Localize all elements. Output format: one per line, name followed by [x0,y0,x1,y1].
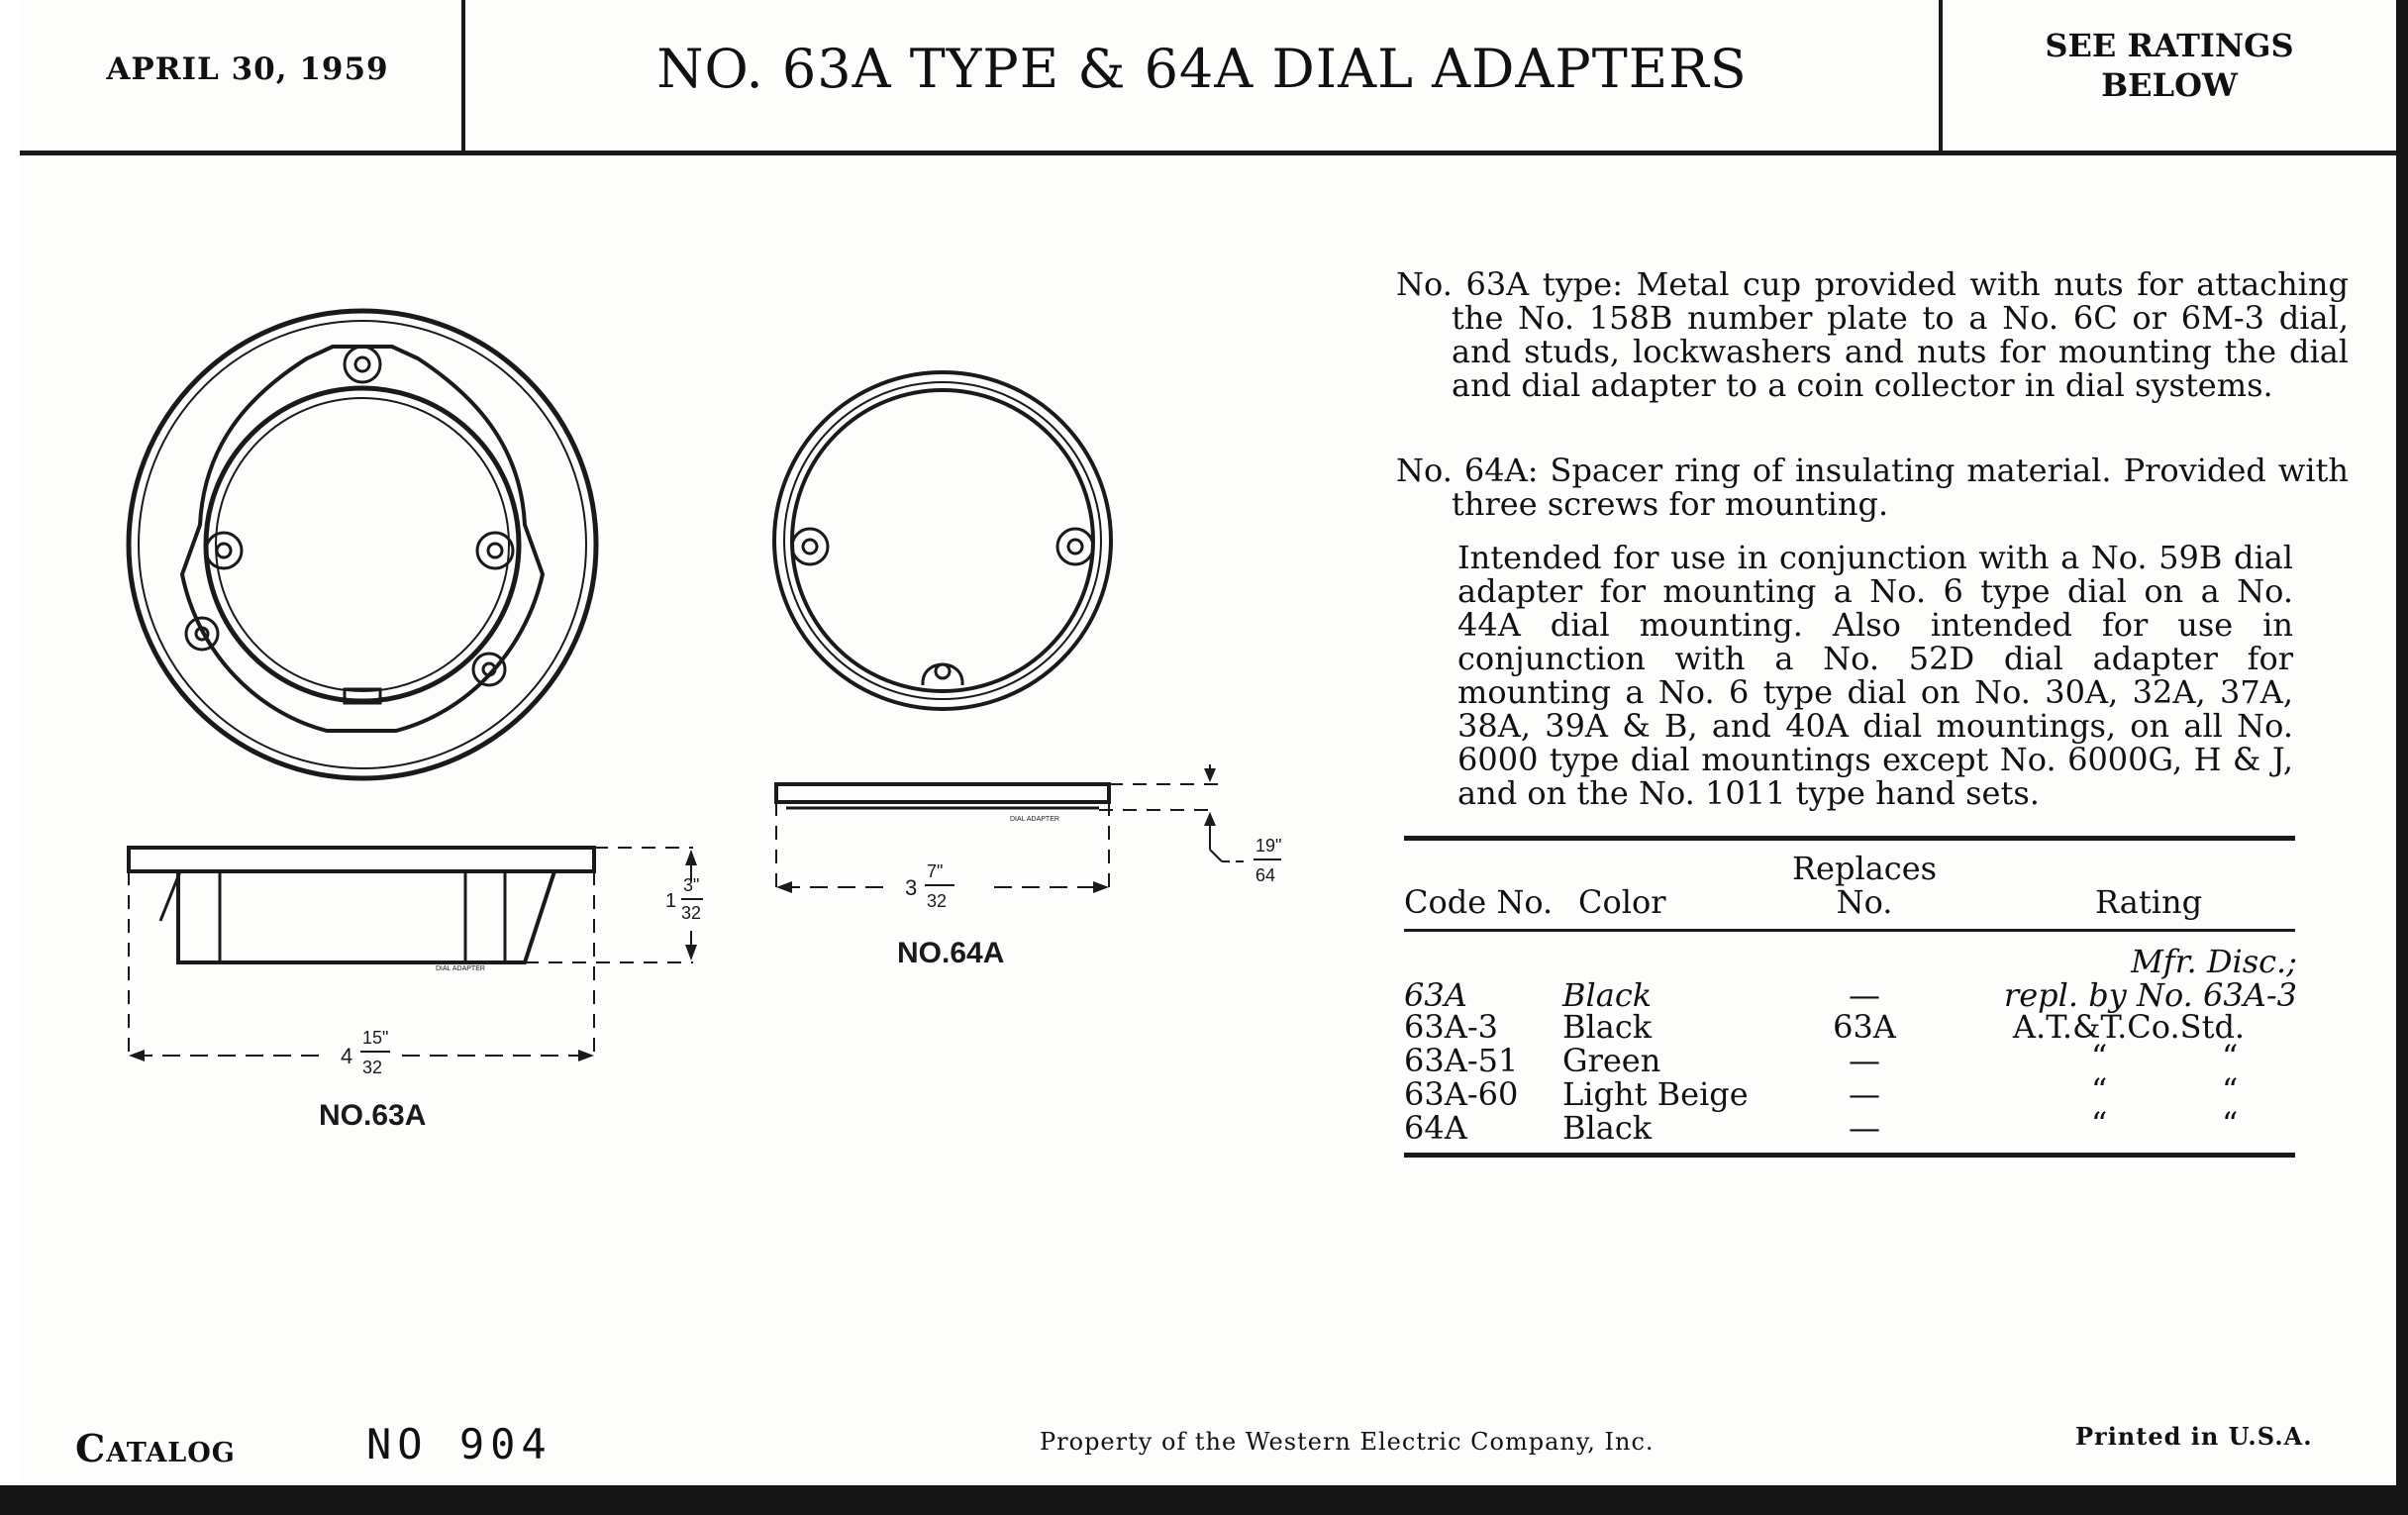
footer-catalog-number: NO 904 [366,1420,552,1468]
table-cell-color: Black [1562,1109,1653,1147]
dim-63a-width-den: 32 [362,1058,383,1077]
description-63a: No. 63A type: Metal cup provided with nuts for attaching the No. 158B number plate to a No. 6C or 6M-3 dial, and studs, lockwashers and nuts for mounting the dial and dial adapter to a coin collector in dial systems. [1396,265,2349,404]
adapter-64a-side-view [776,764,1250,891]
table-header-code: Code No. [1404,883,1554,921]
description-64a: No. 64A: Spacer ring of insulating material. Provided with three screws for mounting. [1396,452,2349,523]
table-cell-color: Black [1562,976,1653,1014]
table-header-replaces: Replaces [1791,850,1938,887]
table-cell-code: 63A-3 [1404,1008,1498,1046]
table-cell-code: 63A [1404,976,1467,1014]
table-cell-ditto: “ [2091,1071,2108,1109]
table-header-replaces-no: No. [1836,883,1893,921]
table-cell-replaces: — [1849,1109,1880,1147]
table-header-color: Color [1578,883,1666,921]
table-cell-ditto: “ [2091,1038,2108,1075]
label-63a: NO.63A [319,1099,427,1132]
table-cell-replaces: — [1849,1075,1880,1113]
dim-64a-width-num: 7" [927,861,944,881]
table-cell-ditto: “ [2222,1071,2239,1109]
dim-63a-height-whole: 1 [665,890,677,912]
part-mark-64a: DIAL ADAPTER [1010,816,1059,823]
table-cell-ditto: “ [2222,1105,2239,1143]
footer-property-note: Property of the Western Electric Company, Inc. [1040,1428,1655,1456]
table-cell-code: 63A-51 [1404,1042,1519,1079]
table-cell-replaces: — [1849,976,1880,1014]
adapter-63a-side-view [129,848,693,1060]
table-header-rating: Rating [2094,883,2203,921]
table-cell-rating: A.T.&T.Co.Std. [2012,1008,2246,1046]
adapter-64a-top-view [774,372,1111,709]
table-cell-color: Light Beige [1562,1075,1749,1113]
table-cell-ditto: “ [2222,1038,2239,1075]
table-cell-code: 64A [1404,1109,1467,1147]
footer-catalog-label: Catalog [75,1426,236,1470]
table-cell-code: 63A-60 [1404,1075,1519,1113]
ratings-line: BELOW [2101,66,2238,104]
table-cell-replaces: 63A [1833,1008,1896,1046]
description-usage: Intended for use in conjunction with a No. 59B dial adapter for mounting a No. 6 type dial on a No. 44A dial mounting. Also intended for use in conjunction with a No. 52D dial adapter for mounting a No. 6 type dial on No. 30A, 32A, 37A, 38A, 39A & B, and 40A dial mountings, on all No. 6000 type dial mountings except No. 6000G, H & J, and on the No. 1011 type hand sets. [1457,539,2293,812]
dim-63a-height-den: 32 [681,903,702,923]
dim-63a-width-whole: 4 [341,1044,353,1068]
dim-64a-width-whole: 3 [905,875,918,900]
dim-64a-width-den: 32 [927,891,948,911]
header-date: APRIL 30, 1959 [106,51,389,87]
table-cell-color: Green [1562,1042,1661,1079]
page-title: NO. 63A TYPE & 64A DIAL ADAPTERS [656,38,1748,100]
adapter-63a-top-view [129,311,596,778]
table-top-rule [1404,836,2295,841]
table-cell-rating: Mfr. Disc.; [2131,943,2297,980]
label-64a: NO.64A [897,937,1005,969]
ratings-line: SEE RATINGS [2045,27,2294,64]
table-header-rule [1404,929,2295,932]
table-cell-replaces: — [1849,1042,1880,1079]
dim-63a-height-num: 3" [683,875,700,895]
table-cell-rating: repl. by No. 63A-3 [2003,976,2297,1014]
table-cell-ditto: “ [2091,1105,2108,1143]
part-mark-63a: DIAL ADAPTER [436,965,485,972]
table-bottom-rule [1404,1153,2295,1158]
dim-64a-thick-den: 64 [1255,865,1276,885]
dim-63a-width-num: 15" [362,1028,389,1048]
footer-printed-note: Printed in U.S.A. [2075,1422,2313,1451]
table-cell-color: Black [1562,1008,1653,1046]
dim-64a-thick-num: 19" [1255,836,1282,856]
